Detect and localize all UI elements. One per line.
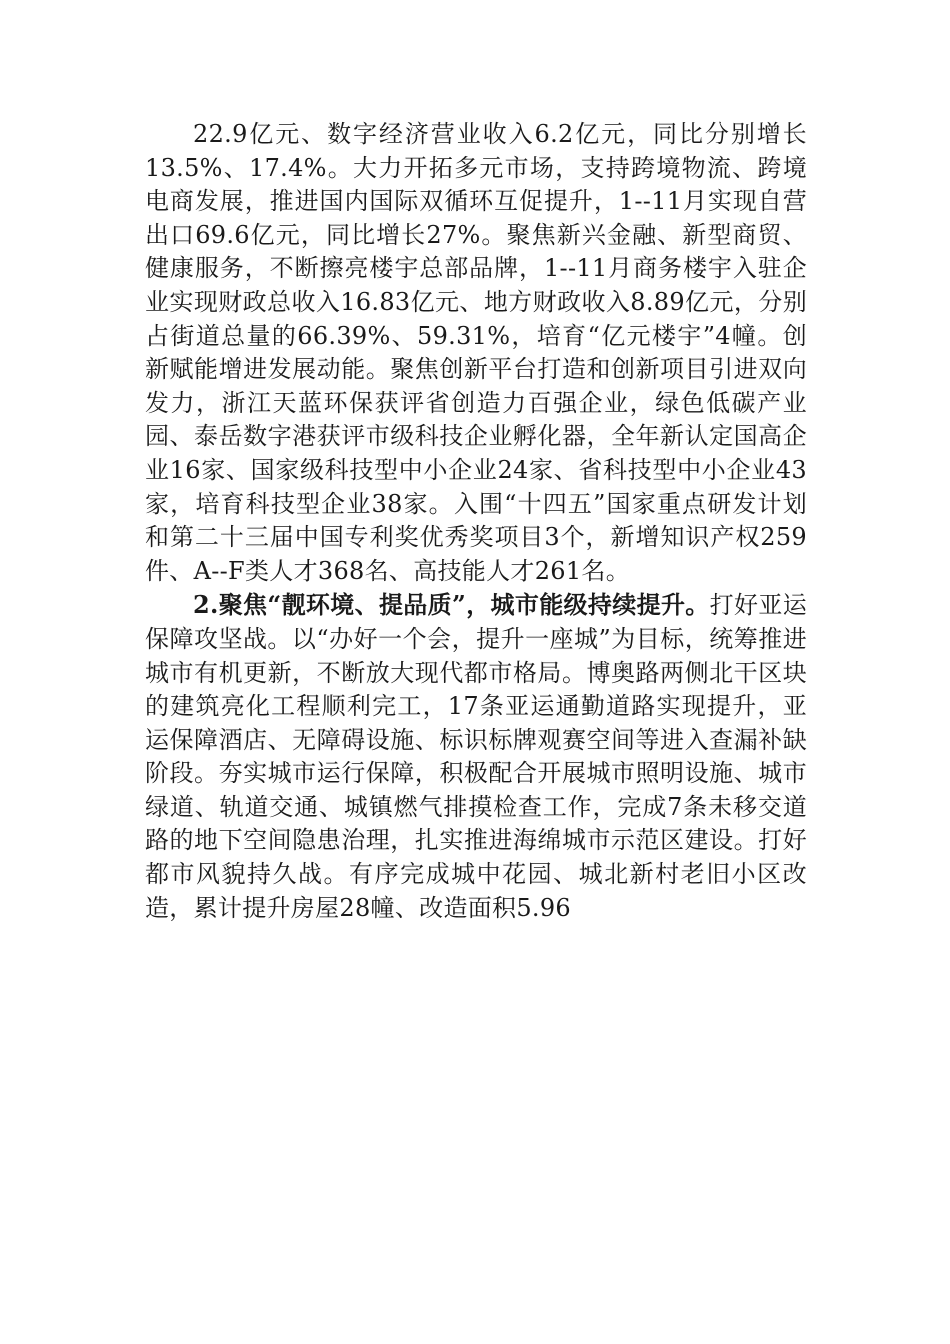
paragraph-2-heading: 2.聚焦“靓环境、提品质”，城市能级持续提升。: [193, 590, 710, 620]
paragraph-1: 22.9亿元、数字经济营业收入6.2亿元，同比分别增长13.5%、17.4%。大力开拓多元市场，支持跨境物流、跨境电商发展，推进国内国际双循环互促提升，1--11月实现自营出口69.6亿元，同比增长27%。聚焦新兴金融、新型商贸、健康服务，不断擦亮楼宇总部品牌，1--11月商务楼宇入驻企业实现财政总收入16.83亿元、地方财政收入8.89亿元，分别占街道总量的66.39%、59.31%，培育“亿元楼宇”4幢。创新赋能增进发展动能。聚焦创新平台打造和创新项目引进双向发力，浙江天蓝环保获评省创造力百强企业，绿色低碳产业园、泰岳数字港获评市级科技企业孵化器，全年新认定国高企业16家、国家级科技型中小企业24家、省科技型中小企业43家，培育科技型企业38家。入围“十四五”国家重点研发计划和第二十三届中国专利奖优秀奖项目3个，新增知识产权259件、A--F类人才368名、高技能人才261名。: [145, 120, 807, 585]
paragraph-2: [145, 588, 807, 925]
paragraph-2-body: 打好亚运保障攻坚战。以“办好一个会，提升一座城”为目标，统筹推进城市有机更新，不断放大现代都市格局。博奥路两侧北干区块的建筑亮化工程顺利完工，17条亚运通勤道路实现提升，亚运保障酒店、无障碍设施、标识标牌观赛空间等进入查漏补缺阶段。夯实城市运行保障，积极配合开展城市照明设施、城市绿道、轨道交通、城镇燃气排摸检查工作，完成7条未移交道路的地下空间隐患治理，扎实推进海绵城市示范区建设。打好都市风貌持久战。有序完成城中花园、城北新村老旧小区改造，累计提升房屋28幢、改造面积5.96: [145, 591, 808, 922]
document-body: [145, 118, 807, 925]
